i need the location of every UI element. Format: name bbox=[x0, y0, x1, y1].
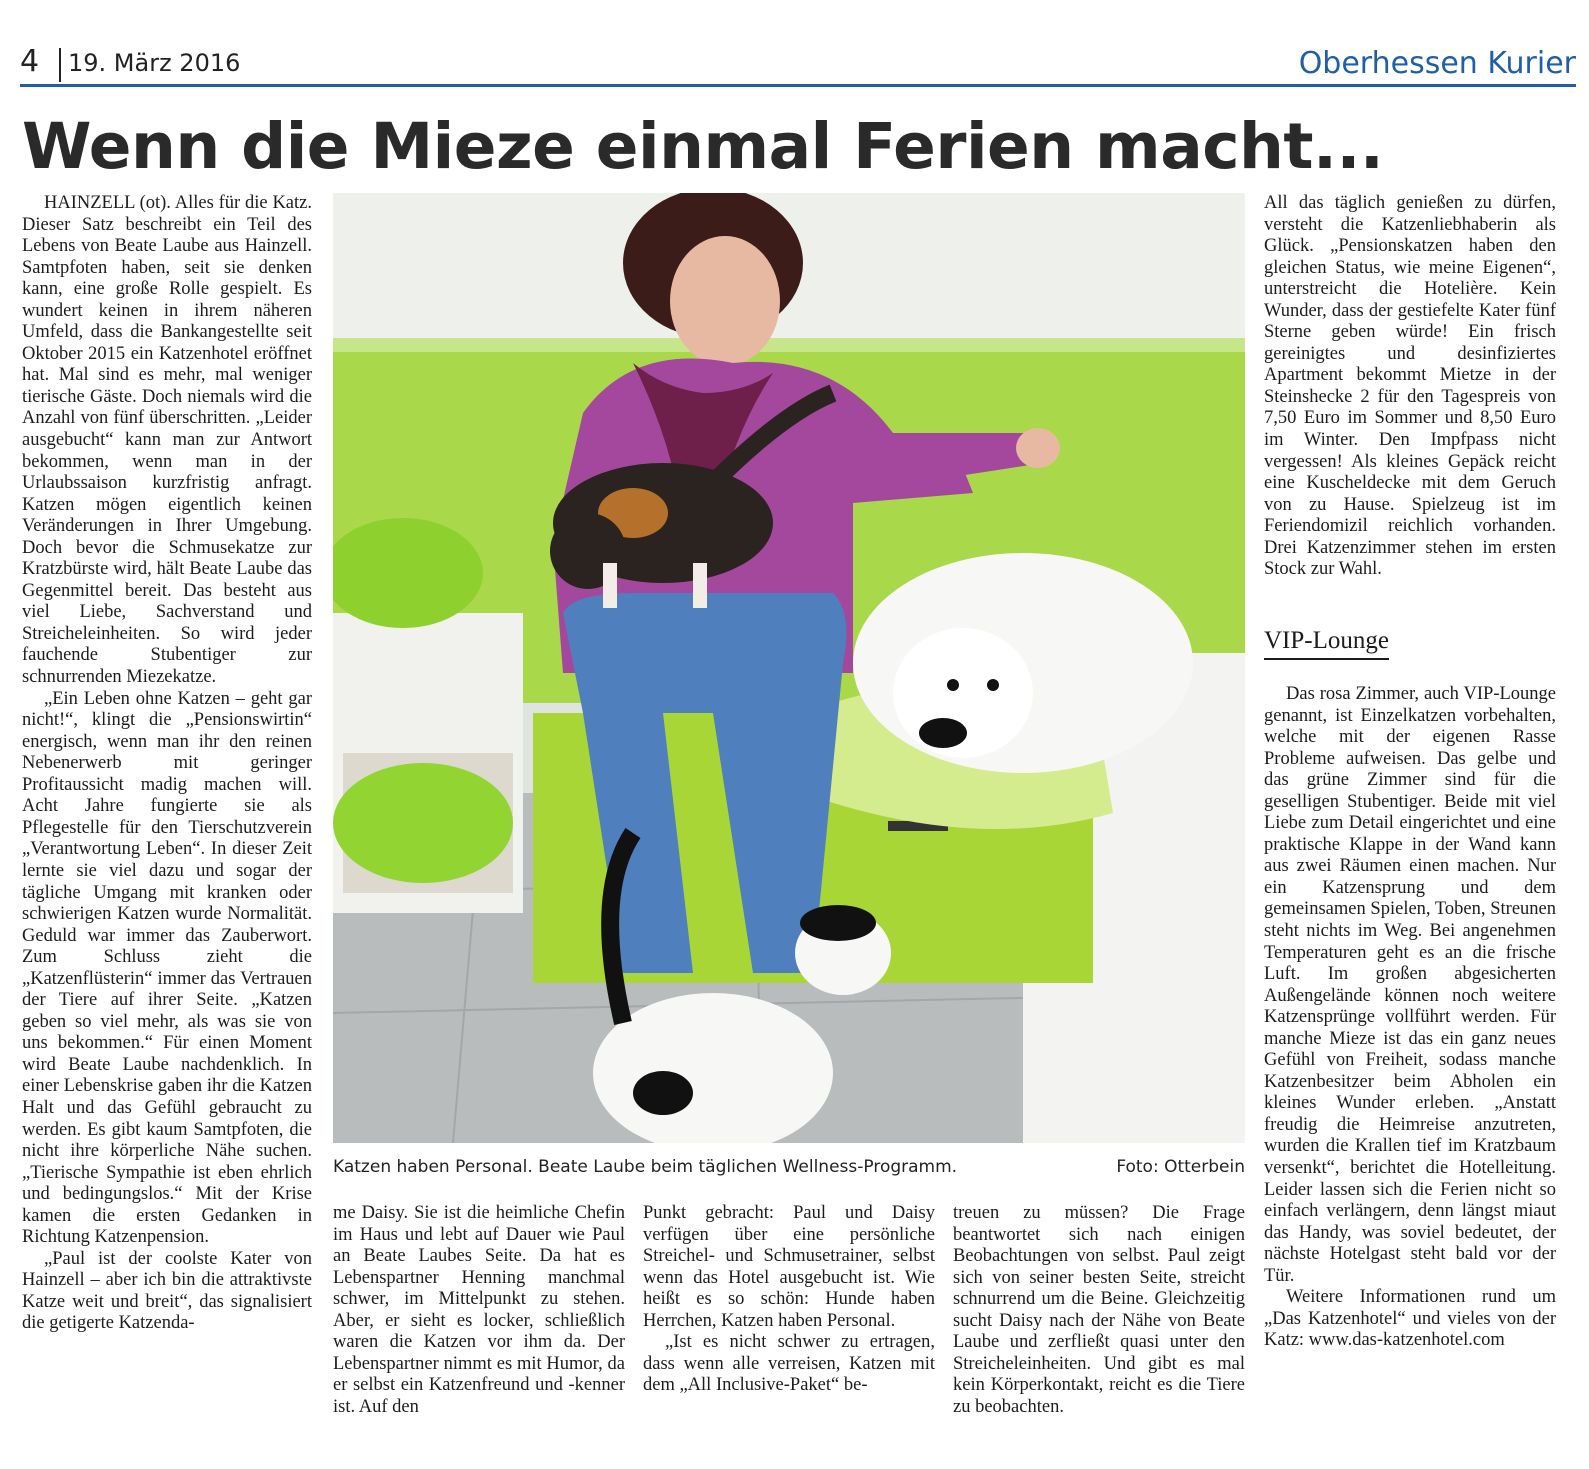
article-column-4 bbox=[953, 1203, 1245, 1418]
article-column-3 bbox=[643, 1203, 935, 1397]
article-column-5-bottom bbox=[1264, 684, 1556, 1352]
header-rule bbox=[20, 84, 1576, 87]
header-separator bbox=[59, 48, 61, 82]
newspaper-name: Oberhessen Kurier bbox=[1298, 46, 1576, 81]
paragraph: „Paul ist der coolste Kater von Hainzell – aber ich bin die attraktivste Katze weit und breit“, das signalisiert die getigerte Katzenda- bbox=[22, 1248, 312, 1334]
paragraph: me Daisy. Sie ist die heimliche Chefin im Haus und lebt auf Dauer wie Paul an Beate Laubes Seite. Da hat es Lebenspartner Henning manchmal schwer, im Mittelpunkt zu stehen. Aber, er sieht es locker, schließlich waren die Katzen vor ihm da. Der Lebenspartner nimmt es mit Humor, da er selbst ein Katzenfreund und -kenner ist. Auf den bbox=[333, 1203, 625, 1417]
paragraph: treuen zu müssen? Die Frage beantwortet sich nach einigen Beobachtungen von selbst. Paul zeigt sich von seiner besten Seite, streicht schnurrend um die Beine. Gleichzeitig sucht Daisy nach der Nähe von Beate Laube und zerfließt quasi unter den Streicheleinheiten. Und gibt es mal kein Körperkontakt, reicht es die Tiere zu beobachten. bbox=[953, 1203, 1245, 1417]
paragraph: All das täglich genießen zu dürfen, versteht die Katzenliebhaberin als Glück. „Pensionskatzen haben den gleichen Status, wie meine Eigenen“, unterstreicht die Hotelière. Kein Wunder, dass der gestiefelte Kater fünf Sterne geben würde! Ein frisch gereinigtes und desinfiziertes Apartment bekommt Mietze in der Steinshecke 2 für den Tagespreis von 7,50 Euro im Sommer und 8,50 Euro im Winter. Den Impfpass nicht vergessen! Als kleines Gepäck reicht eine Kuscheldecke mit dem Geruch von zu Hause. Spielzeug ist im Feriendomizil reichlich vorhanden. Drei Katzenzimmer stehen im ersten Stock zur Wahl. bbox=[1264, 193, 1556, 580]
paragraph: HAINZELL (ot). Alles für die Katz. Dieser Satz beschreibt ein Teil des Lebens von Beate Laube aus Hainzell. Samtpfoten haben, seit sie denken kann, eine große Rolle gespielt. Es wundert keinen in ihrem näheren Umfeld, dass die Bankangestellte seit Oktober 2015 ein Katzenhotel eröffnet hat. Mal sind es mehr, mal weniger tierische Gäste. Doch niemals wird die Anzahl von fünf überschritten. „Leider ausgebucht“ kann man zur Antwort bekommen, wenn man in der Urlaubssaison kurzfristig anfragt. Katzen mögen eigentlich keinen Veränderungen in Ihrer Umgebung. Doch bevor die Schmusekatze zur Kratzbürste wird, hält Beate Laube das Gegenmittel bereit. Das besteht aus viel Liebe, Sachverstand und Streicheleinheiten. So wird jeder fauchende Stubentiger zur schnurrenden Miezekatze. bbox=[22, 193, 312, 688]
article-column-2 bbox=[333, 1203, 625, 1418]
photo-caption bbox=[333, 1157, 1245, 1177]
article-headline: Wenn die Mieze einmal Ferien macht... bbox=[22, 110, 1384, 183]
page-number: 4 bbox=[20, 44, 40, 79]
article-column-1 bbox=[22, 193, 312, 1335]
caption-text: Katzen haben Personal. Beate Laube beim täglichen Wellness-Programm. bbox=[333, 1157, 958, 1177]
page-header bbox=[20, 44, 1576, 88]
article-column-5-top bbox=[1264, 193, 1556, 581]
paragraph: „Ist es nicht schwer zu ertragen, dass wenn alle verreisen, Katzen mit dem „All Inclusive-Paket“ be- bbox=[643, 1332, 935, 1396]
paragraph: Das rosa Zimmer, auch VIP-Lounge genannt, ist Einzelkatzen vorbehalten, welche mit der eigenen Rasse Probleme aufweisen. Das gelbe und das grüne Zimmer sind für die geselligen Stubentiger. Beide mit viel Liebe zum Detail eingerichtet und eine praktische Klappe in der Wand kann aus zwei Räumen einen machen. Nur ein Katzensprung und dem gemeinsamen Spielen, Toben, Streunen steht nichts im Weg. Bei angenehmen Temperaturen geht es an die frische Luft. Im großen abgesicherten Außengelände können noch weitere Katzensprünge vollführt werden. Für manche Mieze ist das ein ganz neues Gefühl von Freiheit, sodass manche Katzenbesitzer beim Abholen ein kleines Wunder erleben. „Anstatt freudig die Heimreise anzutreten, wurden die Krallen tief im Kratzbaum versenkt“, berichtet die Hotelleitung. Leider lassen sich die Ferien nicht so einfach verlängern, denn längst miaut das Handy, was soviel bedeutet, der nächste Hotelgast steht bald vor der Tür. bbox=[1264, 684, 1556, 1286]
paragraph: Punkt gebracht: Paul und Daisy verfügen über eine persönliche Streichel- und Schmusetrainer, selbst wenn das Hotel ausgebucht ist. Wie heißt es so schön: Hunde haben Herrchen, Katzen haben Personal. bbox=[643, 1203, 935, 1331]
issue-date: 19. März 2016 bbox=[68, 49, 241, 77]
photo-credit: Foto: Otterbein bbox=[1116, 1157, 1245, 1177]
article-photo bbox=[333, 193, 1245, 1143]
paragraph: „Ein Leben ohne Katzen – geht gar nicht!“, klingt die „Pensionswirtin“ energisch, wenn man ihr den reinen Nebenerwerb mit geringer Profitaussicht madig machen will. Acht Jahre fungierte sie als Pflegestelle für den Tierschutzverein „Verantwortung Leben“. In dieser Zeit lernte sie viel dazu und sogar der tägliche Umgang mit kranken oder schwierigen Katzen wurde Normalität. Geduld war immer das Zauberwort. Zum Schluss zieht die „Katzenflüsterin“ immer das Vertrauen der Tiere auf ihrer Seite. „Katzen geben so viel mehr, als was sie von uns bekommen.“ Für einen Moment wird Beate Laube nachdenklich. In einer Lebenskrise gaben ihr die Katzen Halt und das Gefühl gebraucht zu werden. Es gibt kaum Samtpfoten, die nicht ihre körperliche Nähe suchen. „Tierische Sympathie ist eben ehrlich und bedingungslos.“ Mit der Krise kamen die ersten Gedanken in Richtung Katzenpension. bbox=[22, 688, 312, 1248]
photo-illustration bbox=[333, 193, 1245, 1143]
section-subheading: VIP-Lounge bbox=[1264, 627, 1389, 660]
paragraph: Weitere Informationen rund um „Das Katzenhotel“ und vieles von der Katz: www.das-katzenhotel.com bbox=[1264, 1287, 1556, 1351]
